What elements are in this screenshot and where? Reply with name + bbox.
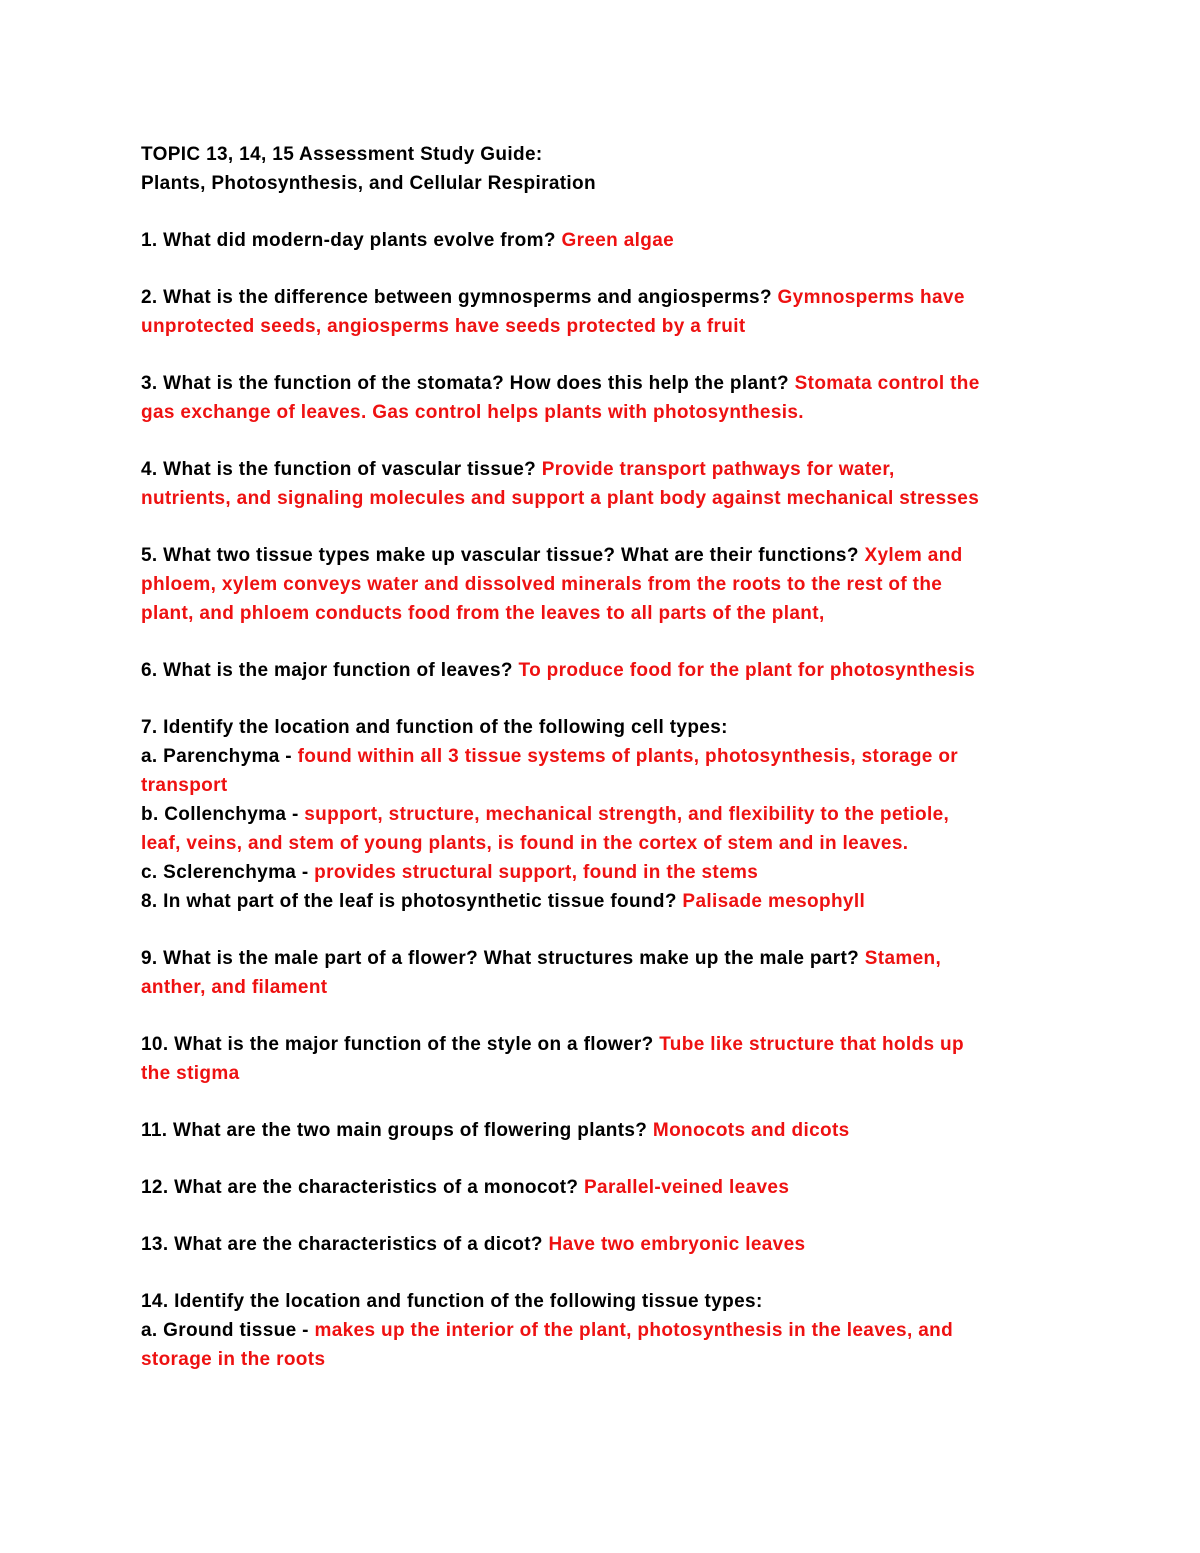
spacer: [141, 685, 1071, 713]
question-text: 4. What is the function of vascular tissue?: [141, 459, 542, 480]
sub-item-label: b. Collenchyma -: [141, 804, 305, 825]
answer-text: Gymnosperms have: [777, 287, 965, 308]
sub-item-collenchyma: [141, 800, 1071, 829]
question-7: 7. Identify the location and function of the following cell types:: [141, 717, 728, 738]
answer-text: makes up the interior of the plant, photosynthesis in the leaves, and: [314, 1320, 954, 1341]
answer-text: Tube like structure that holds up: [659, 1034, 964, 1055]
question-1: [141, 226, 1071, 255]
answer-continuation: unprotected seeds, angiosperms have seeds protected by a fruit: [141, 316, 746, 337]
answer-text: Provide transport pathways for water,: [541, 459, 895, 480]
answer-text: Green algae: [561, 230, 675, 251]
question-10: [141, 1030, 1071, 1059]
spacer: [141, 1202, 1071, 1230]
answer-continuation: leaf, veins, and stem of young plants, is found in the cortex of stem and in leaves.: [141, 833, 909, 854]
question-text: 8. In what part of the leaf is photosynthetic tissue found?: [141, 891, 683, 912]
question-text: 6. What is the major function of leaves?: [141, 660, 519, 681]
question-4: [141, 455, 1071, 484]
sub-item-label: a. Ground tissue -: [141, 1320, 315, 1341]
spacer: [141, 916, 1071, 944]
sub-item-parenchyma: [141, 742, 1071, 771]
sub-item-ground-tissue: [141, 1316, 1071, 1345]
sub-item-label: c. Sclerenchyma -: [141, 862, 315, 883]
question-12: [141, 1173, 1071, 1202]
question-text: 11. What are the two main groups of flowering plants?: [141, 1120, 653, 1141]
document-subtitle: Plants, Photosynthesis, and Cellular Respiration: [141, 173, 596, 194]
answer-text: provides structural support, found in the stems: [314, 862, 759, 883]
answer-continuation: storage in the roots: [141, 1349, 326, 1370]
spacer: [141, 341, 1071, 369]
question-14: 14. Identify the location and function of the following tissue types:: [141, 1291, 763, 1312]
question-text: 1. What did modern-day plants evolve from?: [141, 230, 562, 251]
question-13: [141, 1230, 1071, 1259]
question-6: [141, 656, 1071, 685]
answer-text: Have two embryonic leaves: [548, 1234, 806, 1255]
answer-text: Monocots and dicots: [652, 1120, 850, 1141]
answer-continuation: plant, and phloem conducts food from the leaves to all parts of the plant,: [141, 603, 825, 624]
question-text: 10. What is the major function of the style on a flower?: [141, 1034, 660, 1055]
question-9: [141, 944, 1071, 973]
question-3: [141, 369, 1071, 398]
answer-continuation: nutrients, and signaling molecules and support a plant body against mechanical stresses: [141, 488, 980, 509]
answer-text: found within all 3 tissue systems of plants, photosynthesis, storage or: [297, 746, 959, 767]
answer-text: Parallel-veined leaves: [584, 1177, 790, 1198]
question-text: 5. What two tissue types make up vascular tissue? What are their functions?: [141, 545, 865, 566]
question-text: 13. What are the characteristics of a dicot?: [141, 1234, 549, 1255]
answer-text: Xylem and: [864, 545, 963, 566]
answer-text: Palisade mesophyll: [682, 891, 866, 912]
answer-text: support, structure, mechanical strength, and flexibility to the petiole,: [304, 804, 950, 825]
answer-text: Stamen,: [864, 948, 942, 969]
question-text: 9. What is the male part of a flower? What structures make up the male part?: [141, 948, 865, 969]
spacer: [141, 255, 1071, 283]
spacer: [141, 1002, 1071, 1030]
question-text: 12. What are the characteristics of a monocot?: [141, 1177, 585, 1198]
spacer: [141, 1259, 1071, 1287]
spacer: [141, 513, 1071, 541]
study-guide-content: [141, 140, 1071, 1374]
answer-continuation: the stigma: [141, 1063, 240, 1084]
answer-continuation: transport: [141, 775, 228, 796]
spacer: [141, 628, 1071, 656]
document-title: TOPIC 13, 14, 15 Assessment Study Guide:: [141, 144, 543, 165]
answer-continuation: anther, and filament: [141, 977, 328, 998]
sub-item-sclerenchyma: [141, 858, 1071, 887]
answer-continuation: phloem, xylem conveys water and dissolved minerals from the roots to the rest of the: [141, 574, 943, 595]
question-5: [141, 541, 1071, 570]
sub-item-label: a. Parenchyma -: [141, 746, 298, 767]
answer-continuation: gas exchange of leaves. Gas control helps plants with photosynthesis.: [141, 402, 804, 423]
answer-text: To produce food for the plant for photosynthesis: [518, 660, 976, 681]
question-text: 3. What is the function of the stomata? How does this help the plant?: [141, 373, 795, 394]
spacer: [141, 198, 1071, 226]
spacer: [141, 427, 1071, 455]
answer-text: Stomata control the: [794, 373, 980, 394]
question-text: 2. What is the difference between gymnosperms and angiosperms?: [141, 287, 778, 308]
question-11: [141, 1116, 1071, 1145]
question-2: [141, 283, 1071, 312]
spacer: [141, 1088, 1071, 1116]
question-8: [141, 887, 1071, 916]
spacer: [141, 1145, 1071, 1173]
